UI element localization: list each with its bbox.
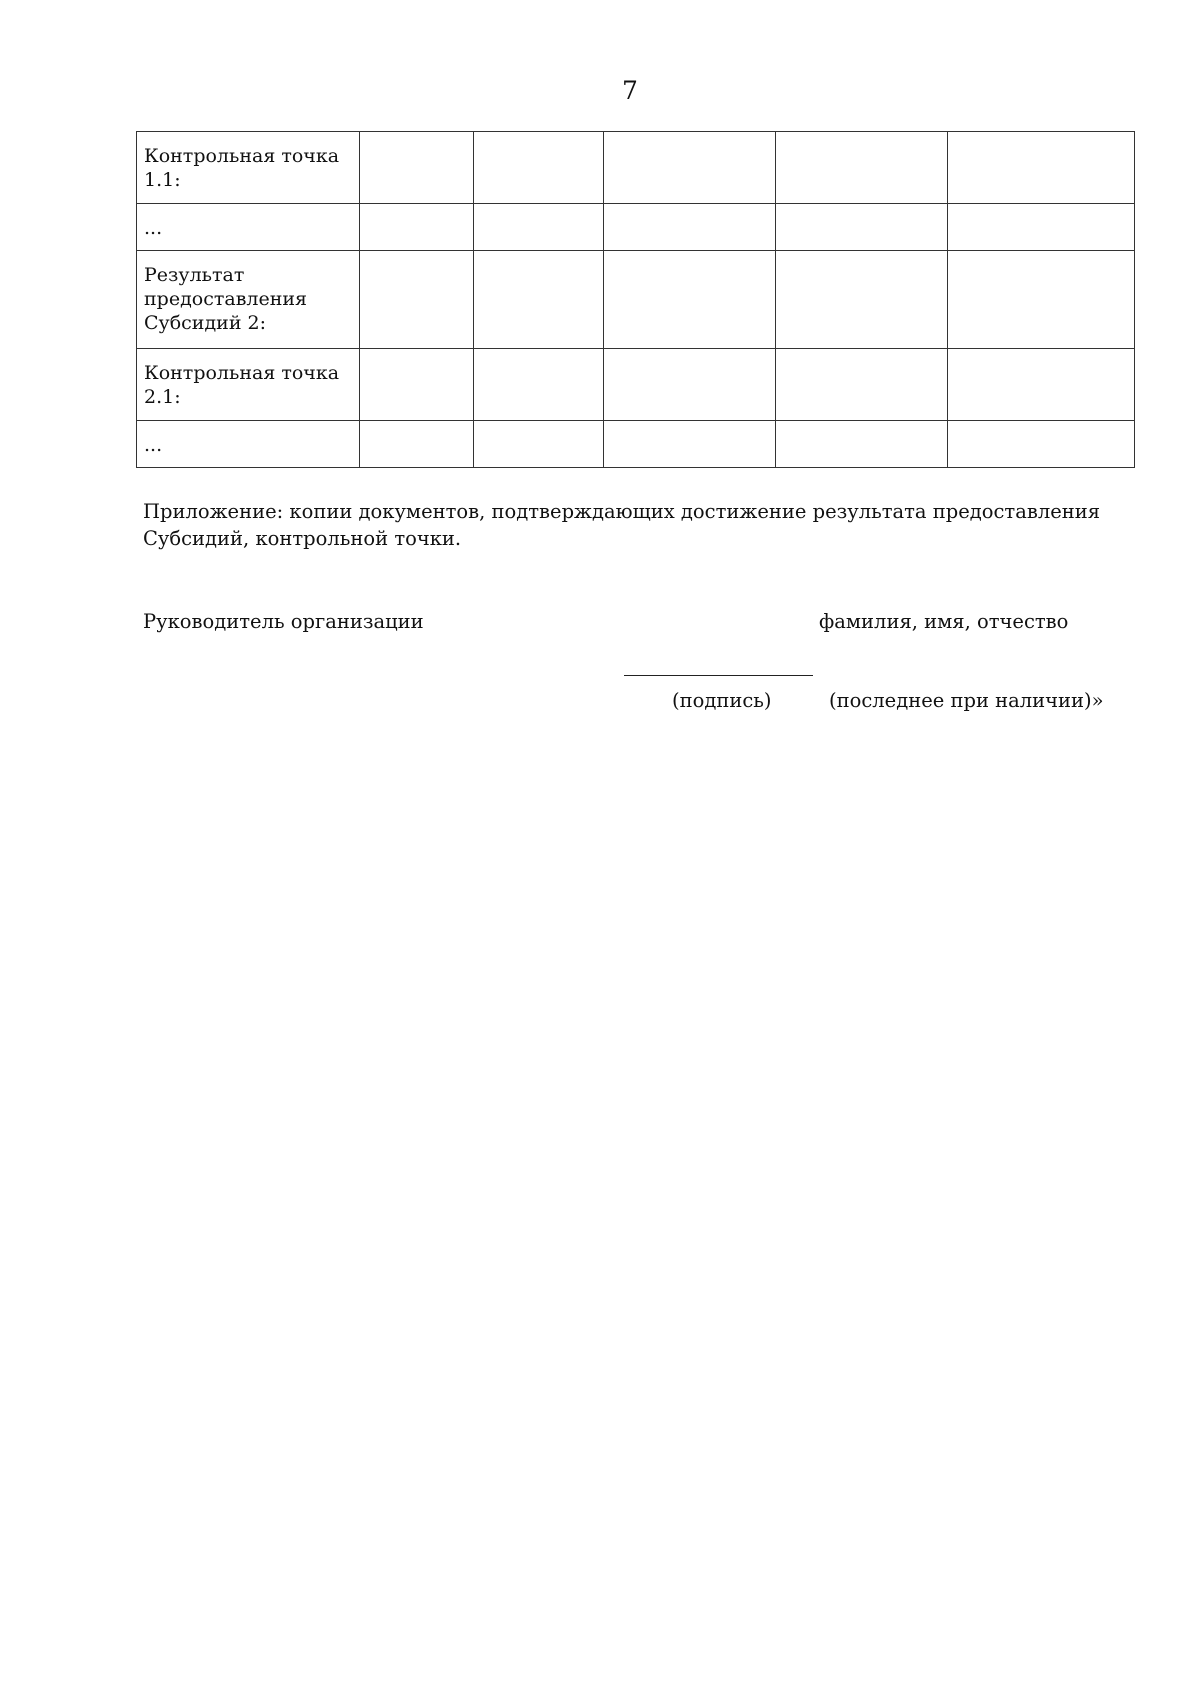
table-cell <box>948 421 1135 468</box>
table-cell <box>948 204 1135 251</box>
table-cell <box>604 421 776 468</box>
table-cell <box>604 132 776 204</box>
signature-caption: (подпись) <box>672 689 772 712</box>
table-row <box>137 204 1135 251</box>
table-cell <box>360 251 474 349</box>
table-cell <box>776 349 948 421</box>
table-cell <box>948 349 1135 421</box>
table-cell <box>474 421 604 468</box>
table-row <box>137 132 1135 204</box>
row-label-control-point-1-1: Контрольная точка 1.1: <box>137 132 360 204</box>
table-cell <box>360 204 474 251</box>
table-cell <box>776 421 948 468</box>
table-cell <box>948 251 1135 349</box>
appendix-note: Приложение: копии документов, подтверждающих достижение результата предоставления Субсидий, контрольной точки. <box>143 500 1101 550</box>
table-cell <box>776 251 948 349</box>
full-name-label: фамилия, имя, отчество <box>819 610 1069 633</box>
table-row <box>137 421 1135 468</box>
table-cell <box>360 421 474 468</box>
table-cell <box>474 349 604 421</box>
table-row <box>137 251 1135 349</box>
table-cell <box>948 132 1135 204</box>
patronymic-caption: (последнее при наличии)» <box>829 689 1104 712</box>
table-row <box>137 349 1135 421</box>
table-cell <box>604 204 776 251</box>
table-cell <box>474 132 604 204</box>
table-cell <box>776 204 948 251</box>
row-label-ellipsis: ... <box>137 204 360 251</box>
table-cell <box>474 251 604 349</box>
table-cell <box>474 204 604 251</box>
table-cell <box>604 349 776 421</box>
table-cell <box>360 132 474 204</box>
row-label-control-point-2-1: Контрольная точка 2.1: <box>137 349 360 421</box>
results-table <box>136 131 1135 468</box>
table-cell <box>360 349 474 421</box>
head-of-organization-label: Руководитель организации <box>143 610 424 633</box>
table-cell <box>776 132 948 204</box>
page-number: 7 <box>622 76 638 105</box>
row-label-ellipsis: ... <box>137 421 360 468</box>
signature-line <box>624 675 813 676</box>
table-cell <box>604 251 776 349</box>
row-label-subsidy-result-2: Результат предоставления Субсидий 2: <box>137 251 360 349</box>
